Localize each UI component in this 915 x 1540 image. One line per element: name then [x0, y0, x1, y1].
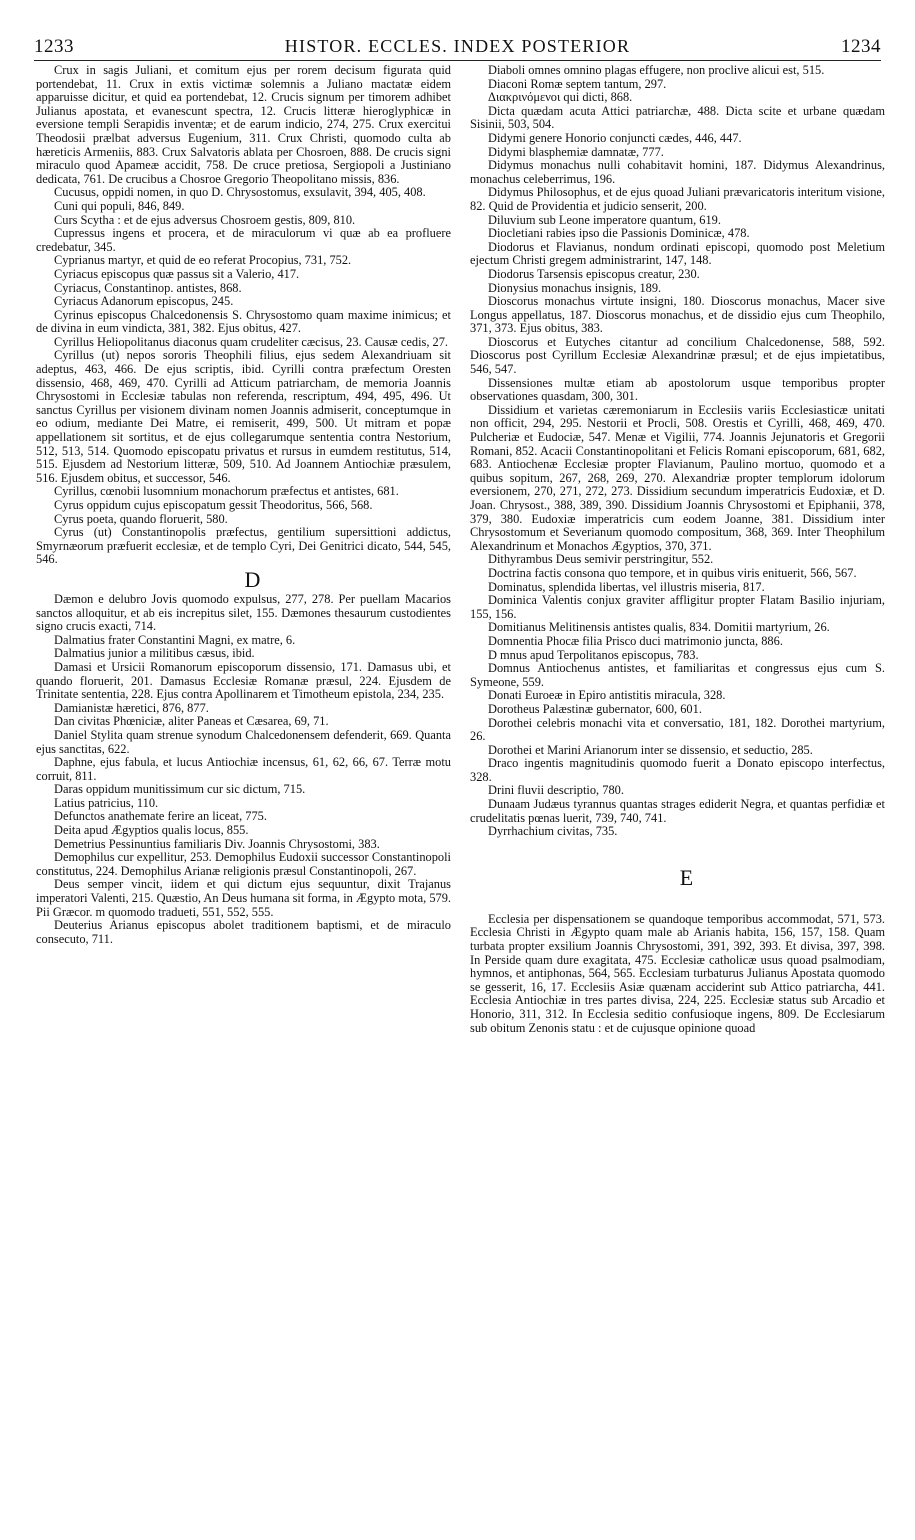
index-entry: Didymus monachus nulli cohabitavit homini, 187. Didymus Alexandrinus, monachus celeberrimus, 196. [470, 158, 885, 186]
index-entry: Diluvium sub Leone imperatore quantum, 619. [488, 212, 721, 227]
index-entry: Drini fluvii descriptio, 780. [488, 783, 624, 798]
right-column [470, 64, 885, 1035]
index-entry: Cyriacus, Constantinop. antistes, 868. [54, 280, 242, 295]
index-entry: Diodorus et Flavianus, nondum ordinati episcopi, quomodo post Meletium ejectum Christi gregem administrarint, 147, 148. [470, 239, 885, 268]
index-entry: Diodorus Tarsensis episcopus creatur, 230. [488, 266, 700, 281]
index-entry: Dunaam Judæus tyrannus quantas strages ediderit Negra, et quantas perfidiæ et crudelitatis pœnas luerit, 739, 740, 741. [470, 797, 885, 825]
index-entry: Dominica Valentis conjux graviter affligitur propter Flatam Basilio injuriam, 155, 156. [470, 593, 885, 621]
index-entry: Cyriacus episcopus quæ passus sit a Valerio, 417. [54, 266, 300, 281]
index-entry: Dioscorus monachus virtute insigni, 180. Dioscorus monachus, Macer sive Longus appellatus, 187. Dioscorus monachus, et de dissidio ejus cum Theophilo, 371, 373. Ejus obitus, 383. [470, 294, 885, 336]
index-entry: Dithyrambus Deus semivir perstringitur, 552. [488, 552, 714, 567]
running-title: HISTOR. ECCLES. INDEX POSTERIOR [284, 36, 631, 56]
index-entry: Cyrus oppidum cujus episcopatum gessit Theodoritus, 566, 568. [54, 498, 373, 512]
index-entry: Διακρινόμενοι qui dicti, 868. [488, 90, 633, 105]
index-entry: Defunctos anathemate ferire an liceat, 775. [54, 809, 267, 824]
index-entry: Didymi genere Honorio conjuncti cædes, 446, 447. [488, 130, 742, 145]
index-entry: Daphne, ejus fabula, et lucus Antiochiæ incensus, 61, 62, 66, 67. Terræ motu corruit, 811. [36, 755, 451, 783]
index-entry: Damasi et Ursicii Romanorum episcoporum dissensio, 171. Damasus ubi, et quando floruerit, 201. Damasus Ecclesiæ Romanæ præsul, 224. Ejusdem de Trinitate sententia, 228. Ejus contra Apollinarem et Timotheum epistola, 234, 235. [36, 659, 451, 702]
index-entry: D mnus apud Terpolitanos episcopus, 783. [488, 647, 699, 662]
index-entry: Cucusus, oppidi nomen, in quo D. Chrysostomus, exsulavit, 394, 405, 408. [54, 185, 426, 200]
index-entry: Dissensiones multæ etiam ab apostolorum usque temporibus propter observationes quasdam, 300, 301. [470, 375, 885, 404]
index-entry: Cuni qui populi, 846, 849. [54, 198, 185, 213]
entries-letter-d-left [36, 593, 451, 946]
index-entry: Doctrina factis consona quo tempore, et in quibus viris enituerit, 566, 567. [488, 565, 857, 580]
index-entry: Deus semper vincit, iidem et qui dictum ejus sequuntur, dixit Trajanus imperatori Valenti, 215. Quæstio, An Deus humana sit forma, in Ægypto mota, 579. Pii Græcor. m quomodo tradueti, 551, 552, 555. [36, 877, 451, 919]
entries-letter-e [470, 913, 885, 1035]
index-entry: Didymus Philosophus, et de ejus quoad Juliani prævaricatoris interitum visione, 82. Quid de Providentia et judicio senserit, 200. [470, 185, 885, 213]
index-entry: Diaconi Romæ septem tantum, 297. [488, 76, 667, 91]
page-number-right: 1234 [840, 36, 881, 57]
section-heading-e: E [679, 864, 694, 890]
index-entry: Dionysius monachus insignis, 189. [488, 280, 662, 295]
index-entry: Cyrinus episcopus Chalcedonensis S. Chrysostomo quam maxime inimicus; et de divina in eum vindicta, 381, 382. Ejus obitus, 427. [36, 307, 451, 336]
index-entry: Cyrus (ut) Constantinopolis præfectus, gentilium supersittioni addictus, Smyrnæorum præfuerit ecclesiæ, et de templo Cyri, Dei Genitrici dicato, 544, 545, 546. [36, 525, 451, 567]
index-entry: Deuterius Arianus episcopus abolet traditionem baptismi, et de miraculo consecuto, 711. [36, 918, 451, 946]
index-entry: Cyprianus martyr, et quid de eo referat Procopius, 731, 752. [54, 253, 352, 268]
index-entry: Dorothei celebris monachi vita et conversatio, 181, 182. Dorothei martyrium, 26. [470, 715, 885, 744]
index-entry: Diocletiani rabies ipso die Passionis Dominicæ, 478. [488, 226, 750, 241]
page-header [34, 36, 881, 58]
index-entry: Cyrillus, cœnobii lusomnium monachorum præfectus et antistes, 681. [54, 484, 399, 499]
index-entry: Diaboli omnes omnino plagas effugere, non proclive alicui est, 515. [488, 63, 825, 77]
index-entry: Damianistæ hæretici, 876, 877. [54, 700, 209, 715]
header-rule [34, 60, 881, 61]
index-entry: Dyrrhachium civitas, 735. [488, 824, 618, 839]
index-entry: Cyrillus (ut) nepos sororis Theophili filius, ejus sedem Alexandriuam sit adeptus, 463, 466. De ejus scriptis, ibid. Cyrilli contra præfectum Oresten dissensio, 468, 469, 470. Cyrilli ad Atticum patriarcham, de memoria Joannis Chrysostomi in Ecclesiæ tabulas non referenda, rescriptum, 494, 495, 496. Ut sanctus Cyrillus per visionem divinam nomen Joannis admiserit, conceptumque in eo odium, mediante Dei Matre, ei remiserit, 499, 500. Ut mitram et popæ appellationem sit sortitus, et de ejus collegarumque sententia contra Nestorium, 512, 513, 514. Quomodo episcopatu privatus et rursus in eumdem restitutus, 514, 515. Ejusdem ad Nestorium litteræ, 509, 510. Ad Joannem Antiochiæ præsulem, 516. Ejusdem obitus, et successor, 546. [36, 348, 451, 485]
index-entry: Dalmatius frater Constantini Magni, ex matre, 6. [54, 632, 296, 647]
index-entry: Daniel Stylita quam strenue synodum Chalcedonensem defenderit, 669. Quanta ejus sanctitas, 622. [36, 727, 451, 756]
index-entry: Demophilus cur expellitur, 253. Demophilus Eudoxii successor Constantinopoli constitutus, 224. Demophilus Arianæ religionis præsul Constantinopoli, 267. [36, 850, 451, 878]
index-entry: Dissidium et varietas cæremoniarum in Ecclesiis variis Ecclesiasticæ unitati non officit, 294, 295. Nestorii et Procli, 508. Orestis et Cyrilli, 468, 469, 470. Pulcheriæ et Eudociæ, 547. Menæ et Vigilii, 774. Joannis Jejunatoris et Gregorii Romani, 852. Acacii Constantinopolitani et Felicis Romani episcoporum, 681, 682, 683. Antiochenæ Ecclesiæ propter Flavianum, Paulino mortuo, quomodo et a quibus sopitum, 267, 268, 269, 270. Alexandriæ propter templorum idolorum eversionem, 270, 271, 272, 273. Dissidium secundum imperatricis Eudoxiæ, et D. Joan. Chrysost., 388, 389, 390. Dissidium Joannis Chrysostomi et Epiphanii, 378, 379, 380. Eudoxiæ imperatricis cum eodem Joanne, 381. Dissidium inter Chrysostomum et Severianum quomodo compositum, 368, 369. Inter Theophilum Alexandrinum et Monachos Ægyptios, 370, 371. [470, 402, 885, 553]
entries-letter-c [36, 64, 451, 567]
index-entry: Draco ingentis magnitudinis quomodo fuerit a Donato episcopo interfectus, 328. [470, 756, 885, 784]
index-entry: Crux in sagis Juliani, et comitum ejus per rorem decisum figurata quid portendebat, 11. Crux in extis victimæ solemnis a Juliano mactatæ eidem apparuisse dicitur, et quid ea portendebat, 12. Crucis signum per timorem adhibet Julianus apostata, et evanescunt spectra, 12. Crucis litteræ hieroglyphicæ in eversione templi Serapidis inventæ; et de earum indicio, 274, 275. Crux exercitui Theodosii prælbat adversus Eugenium, 311. Crux Christi, quomodo culta ab hæreticis Armeniis, 883. Crux Salvatoris ablata per Chosroen, 888. De crucis signi miraculo quod Apameæ accidit, 758. De cruce pretiosa, Sergiopoli a Justiniano dedicata, 761. De crucibus a Chosroe Gregorio Theopolitano missis, 836. [36, 63, 451, 186]
index-entry: Latius patricius, 110. [54, 795, 159, 810]
entries-letter-d-right [470, 64, 885, 839]
page-number-left: 1233 [34, 36, 74, 57]
index-entry: Domnentia Phocæ filia Prisco duci matrimonio juncta, 886. [488, 633, 783, 648]
index-entry: Dorothei et Marini Arianorum inter se dissensio, et seductio, 285. [488, 742, 813, 757]
index-entry: Dioscorus et Eutyches citantur ad concilium Chalcedonense, 588, 592. Dioscorus post Cyrillum Ecclesiæ Alexandrinæ præsul; et de ejus impietatibus, 546, 547. [470, 334, 885, 377]
index-entry: Didymi blasphemiæ damnatæ, 777. [488, 144, 664, 159]
index-entry: Daras oppidum munitissimum cur sic dictum, 715. [54, 782, 306, 797]
left-column [36, 64, 451, 946]
index-entry: Dicta quædam acuta Attici patriarchæ, 488. Dicta scite et urbane quædam Sisinii, 503, 504. [470, 103, 885, 132]
index-entry: Cyrillus Heliopolitanus diaconus quam crudeliter cæcisus, 23. Causæ cedis, 27. [54, 334, 449, 349]
index-entry: Dorotheus Palæstinæ gubernator, 600, 601. [488, 701, 702, 716]
index-entry: Cupressus ingens et procera, et de miraculorum vi quæ ab ea profluere credebatur, 345. [36, 226, 451, 254]
index-entry: Domnus Antiochenus antistes, et familiaritas et congressus ejus cum S. Symeone, 559. [470, 661, 885, 689]
index-entry: Domitianus Melitinensis antistes qualis, 834. Domitii martyrium, 26. [488, 620, 830, 635]
index-entry: Dan civitas Phœniciæ, aliter Paneas et Cæsarea, 69, 71. [54, 714, 329, 729]
index-entry: Dæmon e delubro Jovis quomodo expulsus, 277, 278. Per puellam Macarios sanctos alloquitur, et ab eis increpitus silet, 155. Dæmones thesaurum custodientes signo crucis exacti, 714. [36, 591, 451, 634]
section-heading-d: D [244, 566, 261, 592]
index-entry: Donati Euroeæ in Epiro antistitis miracula, 328. [488, 688, 726, 703]
index-entry: Dominatus, splendida libertas, vel illustris miseria, 817. [488, 579, 765, 594]
index-entry: Curs Scytha : et de ejus adversus Chosroem gestis, 809, 810. [54, 212, 356, 227]
index-entry: Demetrius Pessinuntius familiaris Div. Joannis Chrysostomi, 383. [54, 836, 380, 851]
index-entry: Deita apud Ægyptios qualis locus, 855. [54, 823, 249, 838]
index-entry: Cyriacus Adanorum episcopus, 245. [54, 294, 234, 309]
index-entry: Dalmatius junior a militibus cæsus, ibid. [54, 646, 255, 661]
index-entry: Cyrus poeta, quando floruerit, 580. [54, 511, 228, 526]
index-entry: Ecclesia per dispensationem se quandoque temporibus accommodat, 571, 573. Ecclesia Christi in Ægypto quam male ab Arianis habita, 156, 157, 158. Quam turbata propter exsilium Joannis Chrysostomi, 391, 392, 393. Et divisa, 397, 398. In Perside quam dure exagitata, 475. Ecclesiæ catholicæ usus quoad psalmodiam, hymnos, et antiphonas, 564, 565. Ecclesiam turbaturus Julianus Apostata quomodo se gesserit, 16, 17. Ecclesiis Asiæ quænam acciderint sub Attico patriarcha, 441. Ecclesia Antiochiæ in tres partes divisa, 224, 225. Ecclesiæ status sub Arcadio et Honorio, 311, 312. In Ecclesia seditio confusioque ingens, 809. De Ecclesiarum sub obitum Zenonis statu : et de cujusque opinione quoad [470, 911, 885, 1035]
